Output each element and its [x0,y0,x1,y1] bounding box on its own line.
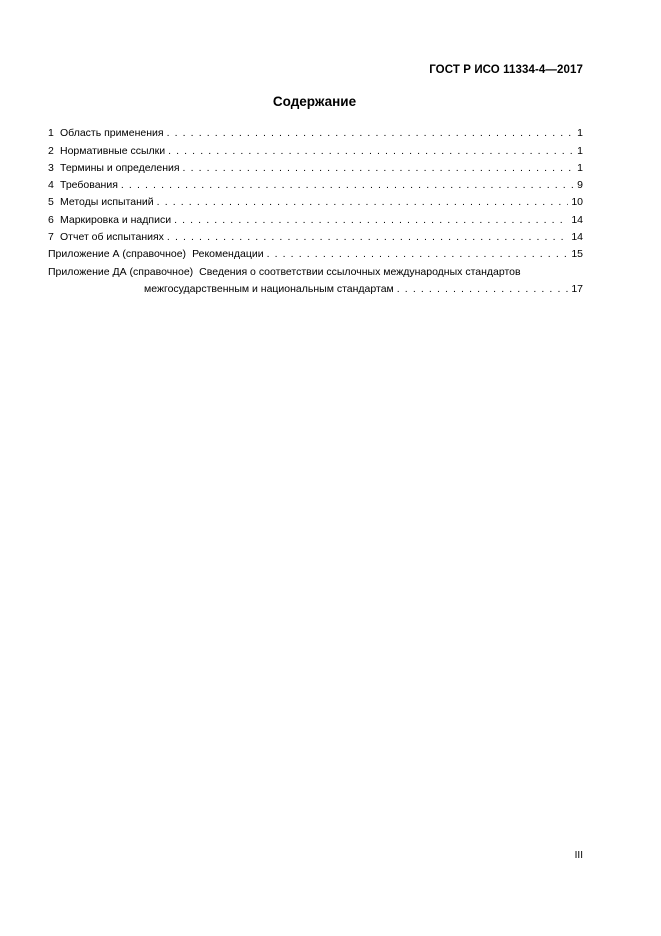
toc-entry-page: 10 [571,196,583,209]
page-number: III [574,850,583,861]
toc-entry-5[interactable] [48,191,583,208]
toc-title: Содержание [272,94,357,109]
toc-entry-number: 7 [48,231,54,244]
toc-entry-number: 6 [48,213,54,226]
toc-dot-leader [167,230,568,243]
toc-entry-page: 1 [577,161,583,174]
toc-appendix-title-line1: Сведения о соответствии ссылочных международных стандартов [199,265,521,278]
toc-entry-3[interactable] [48,157,583,174]
toc-entry-number: 3 [48,161,54,174]
toc-appendix-prefix: Приложение ДА (справочное) [48,265,194,278]
toc-entry-page: 15 [571,248,583,261]
toc-entry-number: 5 [48,196,54,209]
toc-entry-number: 4 [48,179,54,192]
toc-dot-leader [267,247,569,260]
toc-entry-label: Термины и определения [60,161,180,174]
toc-dot-leader [167,126,575,139]
table-of-contents [48,122,583,295]
toc-appendix-prefix: Приложение А (справочное) [48,248,187,261]
toc-dot-leader [121,178,574,191]
toc-dot-leader [183,161,575,174]
toc-entry-page: 1 [577,127,583,140]
toc-entry-label: Область применения [60,127,164,140]
toc-appendix-title-line2: межгосударственным и национальным стандартам [144,282,394,295]
toc-dot-leader [157,195,569,208]
toc-appendix-title: Рекомендации [192,248,264,261]
toc-dot-leader [397,282,569,295]
toc-entry-number: 1 [48,127,54,140]
toc-dot-leader [174,213,568,226]
toc-entry-page: 14 [571,231,583,244]
toc-entry-appendix-da[interactable] [48,260,583,295]
toc-entry-2[interactable] [48,139,583,156]
toc-entry-4[interactable] [48,174,583,191]
toc-dot-leader [168,144,574,157]
toc-entry-page: 14 [571,213,583,226]
toc-entry-label: Требования [60,179,118,192]
toc-entry-label: Отчет об испытаниях [60,231,164,244]
toc-entry-page: 9 [577,179,583,192]
toc-entry-1[interactable] [48,122,583,139]
toc-entry-6[interactable] [48,208,583,225]
toc-entry-label: Маркировка и надписи [60,213,172,226]
document-code: ГОСТ Р ИСО 11334-4—2017 [429,64,583,76]
toc-entry-label: Методы испытаний [60,196,154,209]
toc-entry-label: Нормативные ссылки [60,144,166,157]
toc-entry-page: 1 [577,144,583,157]
toc-entry-number: 2 [48,144,54,157]
toc-entry-7[interactable] [48,226,583,243]
toc-entry-page: 17 [571,282,583,295]
toc-entry-appendix-a[interactable] [48,243,583,260]
